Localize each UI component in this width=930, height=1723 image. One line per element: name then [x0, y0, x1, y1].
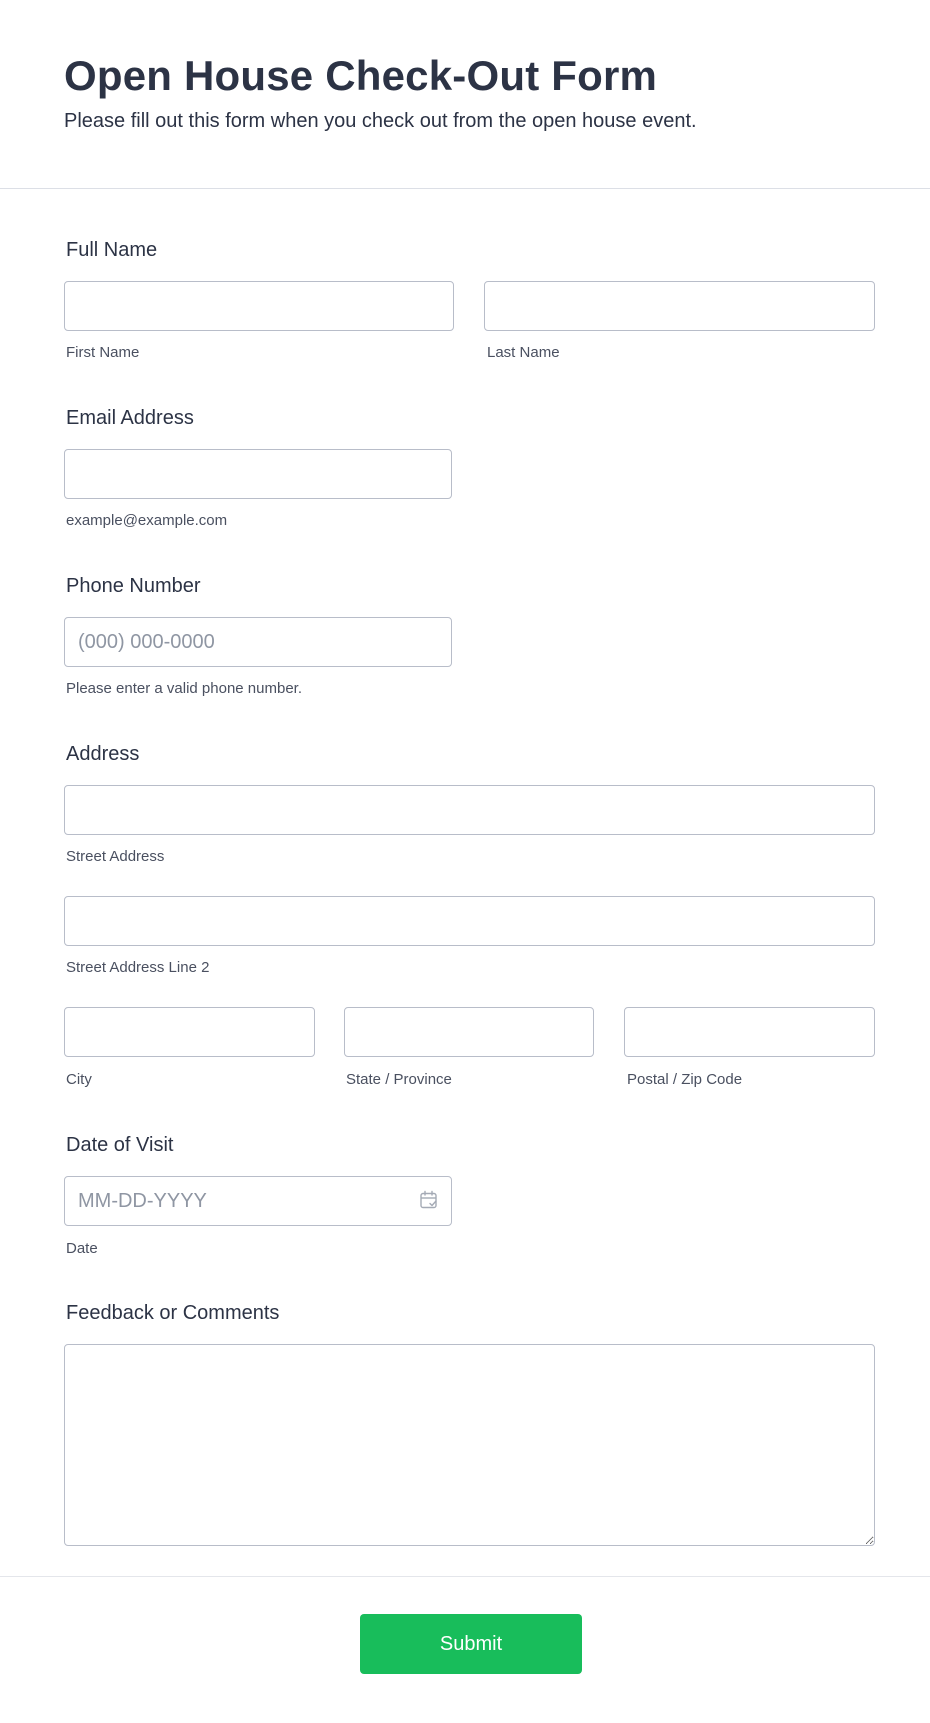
submit-button[interactable]: Submit — [360, 1614, 582, 1674]
street-address-sublabel: Street Address — [66, 848, 165, 865]
city-sublabel: City — [66, 1071, 92, 1088]
date-sublabel: Date — [66, 1240, 98, 1257]
street-address-input[interactable] — [64, 785, 875, 835]
phone-label: Phone Number — [66, 575, 201, 597]
postal-code-input[interactable] — [624, 1007, 875, 1057]
footer-divider — [0, 1576, 930, 1577]
address-label: Address — [66, 743, 140, 765]
email-label: Email Address — [66, 407, 194, 429]
page-title: Open House Check-Out Form — [64, 52, 658, 99]
form-header — [0, 0, 930, 189]
feedback-label: Feedback or Comments — [66, 1302, 280, 1324]
first-name-sublabel: First Name — [66, 344, 140, 361]
date-input[interactable] — [64, 1176, 452, 1226]
city-input[interactable] — [64, 1007, 315, 1057]
street-address-line2-sublabel: Street Address Line 2 — [66, 959, 210, 976]
phone-input[interactable] — [64, 617, 452, 667]
phone-sublabel: Please enter a valid phone number. — [66, 680, 302, 697]
calendar-icon[interactable] — [419, 1190, 439, 1210]
full-name-label: Full Name — [66, 239, 158, 261]
postal-code-sublabel: Postal / Zip Code — [627, 1071, 743, 1088]
state-input[interactable] — [344, 1007, 594, 1057]
feedback-textarea[interactable] — [64, 1344, 875, 1546]
last-name-input[interactable] — [484, 281, 875, 331]
page-subtitle: Please fill out this form when you check out from the open house event. — [64, 110, 697, 132]
email-input[interactable] — [64, 449, 452, 499]
last-name-sublabel: Last Name — [487, 344, 560, 361]
street-address-line2-input[interactable] — [64, 896, 875, 946]
email-sublabel: example@example.com — [66, 512, 228, 529]
date-label: Date of Visit — [66, 1134, 174, 1156]
state-sublabel: State / Province — [346, 1071, 452, 1088]
first-name-input[interactable] — [64, 281, 454, 331]
